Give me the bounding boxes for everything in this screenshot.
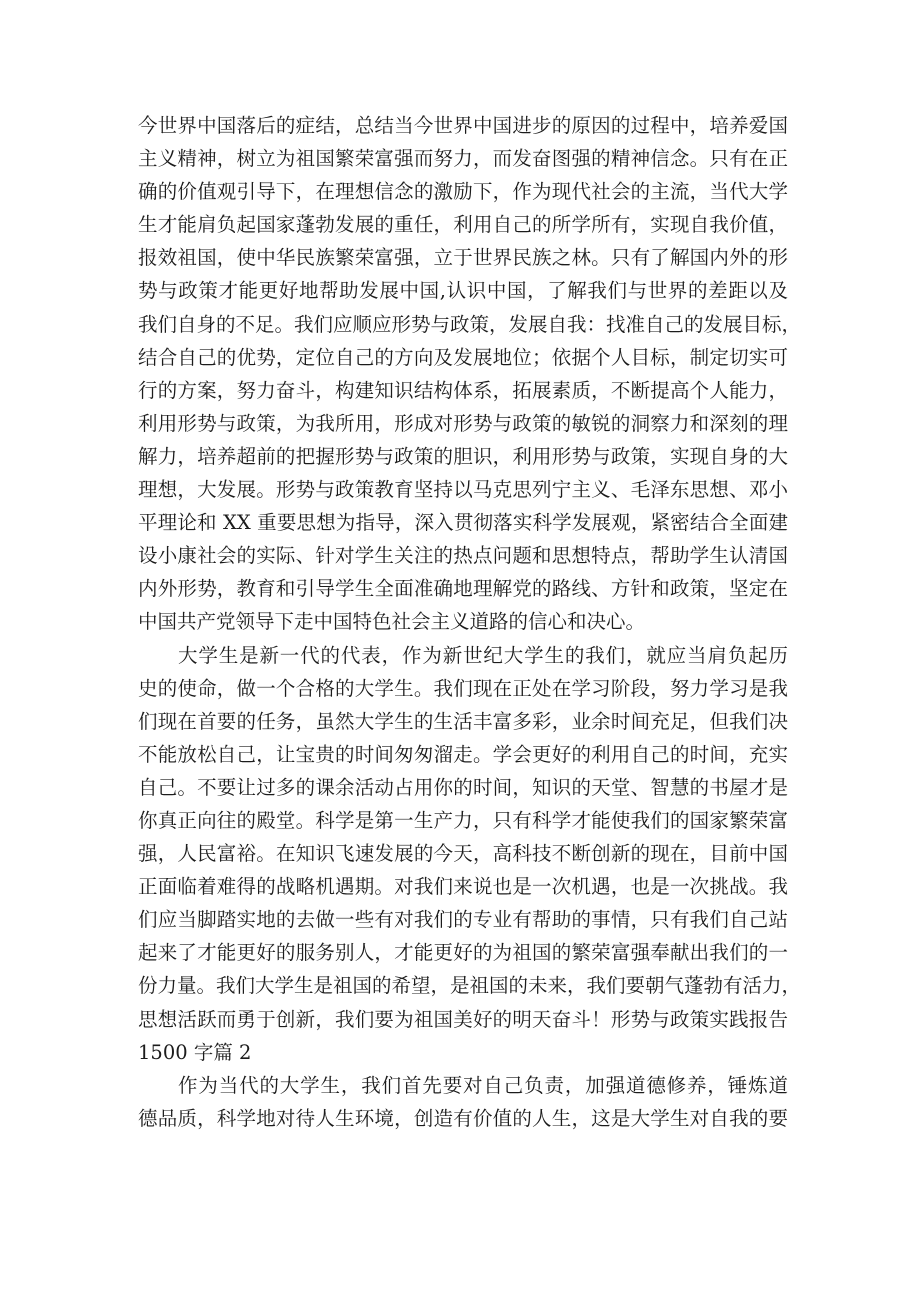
text-line: 解力，培养超前的把握形势与政策的胆识，利用形势与政策，实现自身的大 [138,444,788,468]
text-line: 自己。不要让过多的课余活动占用你的时间，知识的天堂、智慧的书屋才是 [138,775,788,799]
text-line: 生才能肩负起国家蓬勃发展的重任，利用自己的所学所有，实现自我价值， [138,213,788,237]
text-line: 正面临着难得的战略机遇期。对我们来说也是一次机遇，也是一次挑战。我 [138,875,788,899]
text-line: 今世界中国落后的症结，总结当今世界中国进步的原因的过程中，培养爱国 [138,114,788,137]
text-line: 强，人民富裕。在知识飞速发展的今天，高科技不断创新的现在，目前中国 [138,842,788,866]
paragraph [138,109,802,639]
text-line: 平理论和 XX 重要思想为指导，深入贯彻落实科学发展观，紧密结合全面建 [138,511,788,535]
text-line: 内外形势，教育和引导学生全面准确地理解党的路线、方针和政策，坚定在 [138,577,788,601]
text-line: 们应当脚踏实地的去做一些有对我们的专业有帮助的事情，只有我们自己站 [138,908,788,932]
text-line: 你真正向往的殿堂。科学是第一生产力，只有科学才能使我们的国家繁荣富 [138,808,788,832]
text-line: 不能放松自己，让宝贵的时间匆匆溜走。学会更好的利用自己的时间，充实 [138,742,788,766]
paragraph [138,1069,788,1135]
text-line: 主义精神，树立为祖国繁荣富强而努力，而发奋图强的精神信念。只有在正 [138,147,788,171]
text-line: 起来了才能更好的服务别人，才能更好的为祖国的繁荣富强奉献出我们的一 [138,941,788,965]
text-line: 中国共产党领导下走中国特色社会主义道路的信心和决心。 [138,610,646,634]
text-line: 势与政策才能更好地帮助发展中国,认识中国，了解我们与世界的差距以及 [138,279,788,303]
paragraph [138,639,802,1069]
text-line: 作为当代的大学生，我们首先要对自己负责，加强道德修养，锤炼道 [178,1073,788,1097]
text-line: 行的方案，努力奋斗，构建知识结构体系，拓展素质，不断提高个人能力， [138,378,788,402]
text-line: 1500 字篇 2 [138,1040,252,1064]
text-line: 报效祖国，使中华民族繁荣富强，立于世界民族之林。只有了解国内外的形 [138,246,788,270]
text-line: 思想活跃而勇于创新，我们要为祖国美好的明天奋斗！形势与政策实践报告 [138,1007,788,1031]
text-line: 利用形势与政策，为我所用，形成对形势与政策的敏锐的洞察力和深刻的理 [138,411,788,435]
text-line: 结合自己的优势，定位自己的方向及发展地位；依据个人目标，制定切实可 [138,345,788,369]
text-line: 设小康社会的实际、针对学生关注的热点问题和思想特点，帮助学生认清国 [138,544,788,568]
text-line: 们现在首要的任务，虽然大学生的生活丰富多彩，业余时间充足，但我们决 [138,709,788,733]
body-text [138,109,802,1135]
text-line: 大学生是新一代的代表，作为新世纪大学生的我们，就应当肩负起历 [178,643,788,667]
text-line: 理想，大发展。形势与政策教育坚持以马克思列宁主义、毛泽东思想、邓小 [138,478,788,502]
text-line: 我们自身的不足。我们应顺应形势与政策，发展自我：找准自己的发展目标， [138,312,802,336]
text-line: 份力量。我们大学生是祖国的希望，是祖国的未来，我们要朝气蓬勃有活力， [138,974,802,998]
text-line: 德品质，科学地对待人生环境，创造有价值的人生，这是大学生对自我的要 [138,1106,788,1130]
text-line: 确的价值观引导下，在理想信念的激励下，作为现代社会的主流，当代大学 [138,180,788,204]
text-line: 史的使命，做一个合格的大学生。我们现在正处在学习阶段，努力学习是我 [138,676,788,700]
